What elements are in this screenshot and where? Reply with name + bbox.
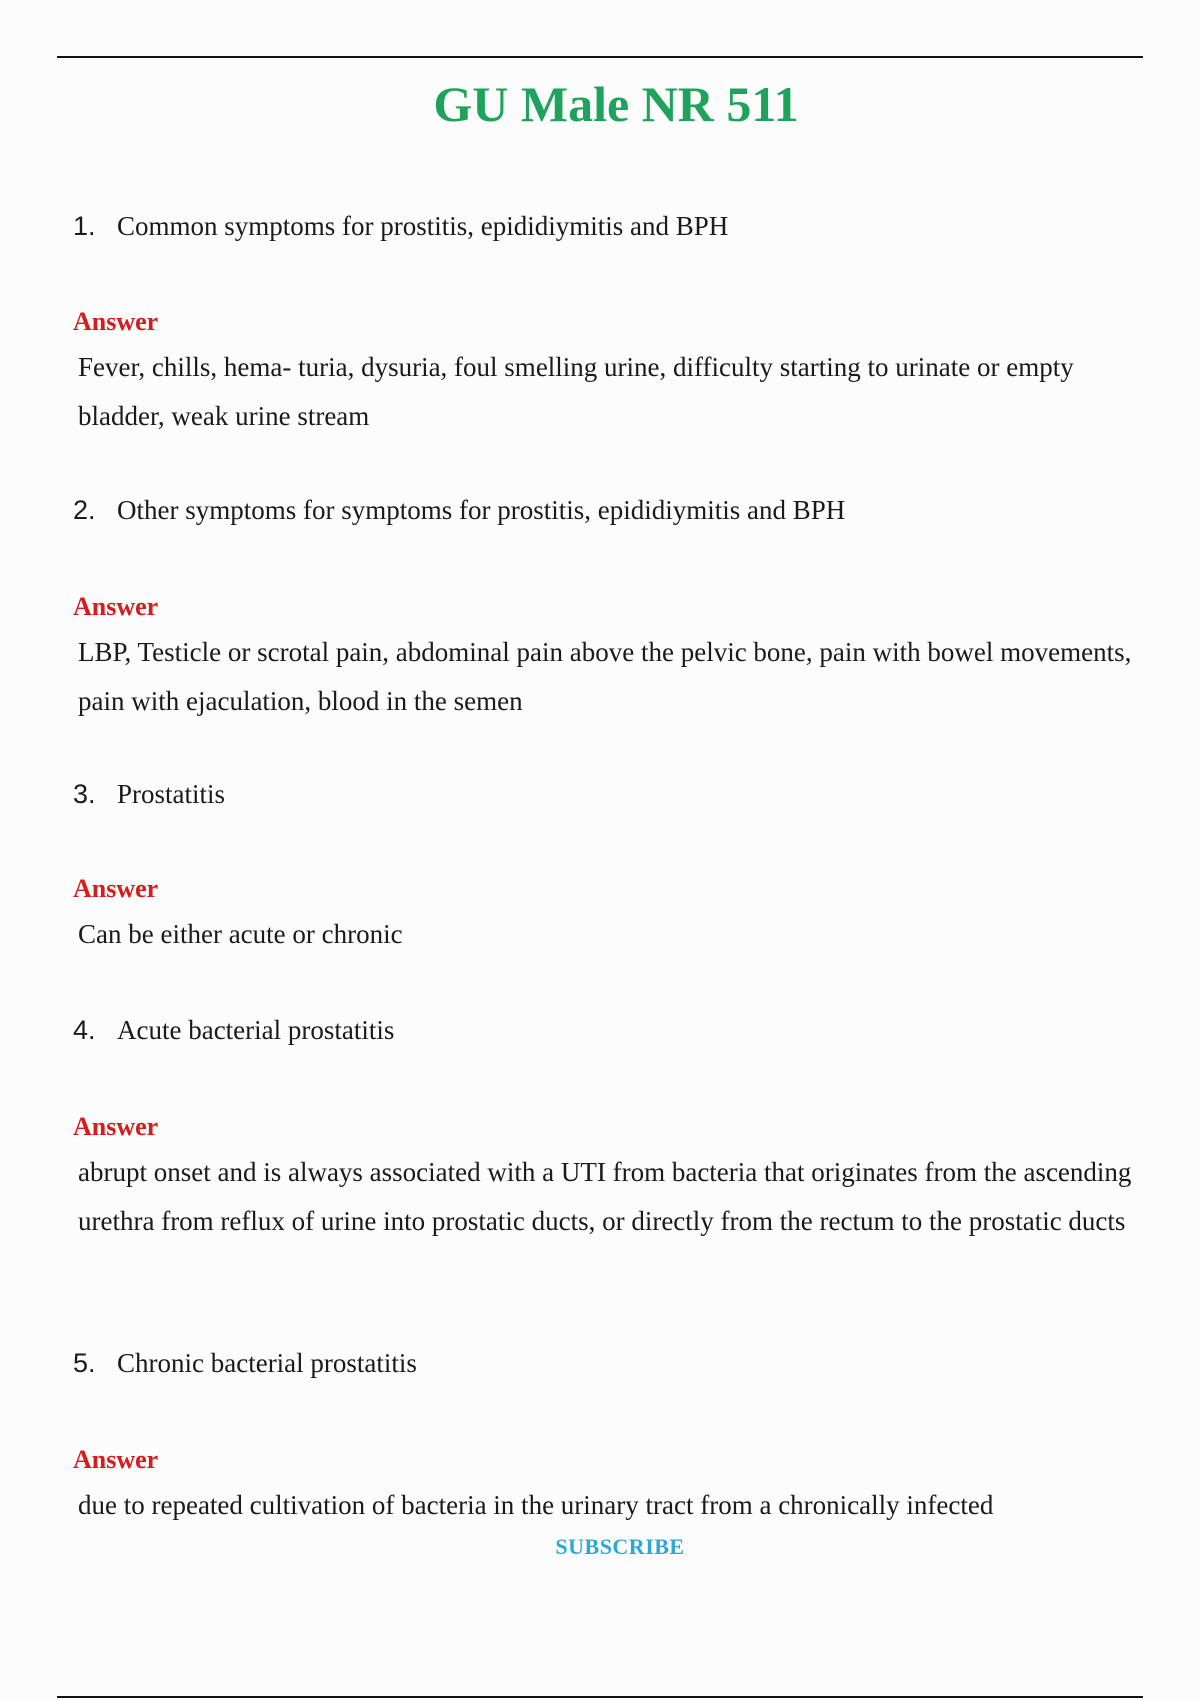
answer-label: Answer [73, 307, 159, 336]
answer-label: Answer [73, 1112, 159, 1141]
question [73, 1345, 1133, 1381]
question-number: 3. [73, 779, 96, 809]
question-text: Acute bacterial prostatitis [117, 1015, 395, 1045]
question [73, 1012, 1133, 1048]
question-text: Chronic bacterial prostatitis [117, 1348, 417, 1378]
document-title: GU Male NR 511 [433, 76, 799, 132]
answer-label: Answer [73, 592, 159, 621]
question-text: Common symptoms for prostitis, epididiymitis and BPH [117, 211, 729, 241]
question-number: 2. [73, 495, 96, 525]
question [73, 492, 1133, 528]
qa-item-5 [73, 1345, 1133, 1530]
qa-item-4 [73, 1012, 1133, 1246]
subscribe-link[interactable]: SUBSCRIBE [555, 1534, 685, 1559]
answer-label: Answer [73, 874, 159, 903]
answer-text: due to repeated cultivation of bacteria in the urinary tract from a chronically infected [78, 1490, 994, 1520]
question-text: Other symptoms for symptoms for prostitis, epididiymitis and BPH [117, 495, 846, 525]
answer-text: abrupt onset and is always associated with a UTI from bacteria that originates from the ascending urethra from reflux of urine into prostatic ducts, or directly from the rectum to the prostatic ducts [78, 1157, 1132, 1236]
question-number: 1. [73, 211, 96, 241]
answer-text: LBP, Testicle or scrotal pain, abdominal pain above the pelvic bone, pain with bowel movements, pain with ejaculation, blood in the semen [78, 637, 1132, 716]
answer-label: Answer [73, 1445, 159, 1474]
qa-item-3 [73, 776, 1133, 959]
answer-text: Fever, chills, hema- turia, dysuria, foul smelling urine, difficulty starting to urinate or empty bladder, weak urine stream [78, 352, 1074, 431]
question [73, 208, 1133, 244]
qa-item-1 [73, 208, 1133, 441]
question-number: 5. [73, 1348, 96, 1378]
top-rule [57, 56, 1143, 58]
qa-item-2 [73, 492, 1133, 726]
bottom-rule [57, 1696, 1143, 1698]
answer-text: Can be either acute or chronic [78, 919, 403, 949]
question-text: Prostatitis [117, 779, 226, 809]
question-number: 4. [73, 1015, 96, 1045]
question [73, 776, 1133, 812]
